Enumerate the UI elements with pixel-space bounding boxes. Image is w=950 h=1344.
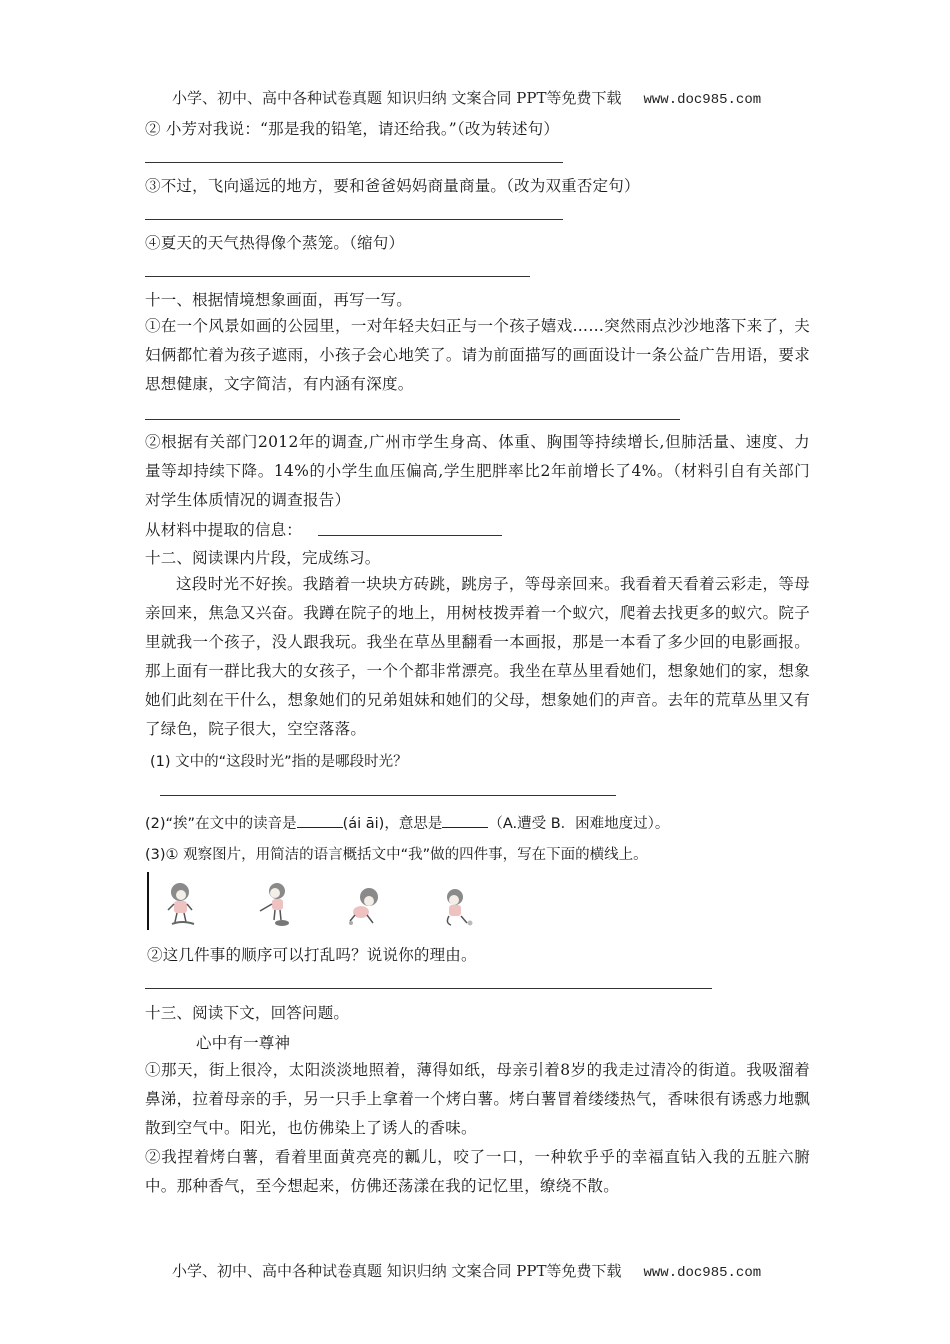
crawling-kid-image [345,885,385,933]
question-12-3: (3)① 观察图片，用简洁的语言概括文中“我”做的四件事，写在下面的横线上。 [145,847,648,863]
answer-line-10-3[interactable] [145,219,563,220]
image-border [147,872,149,930]
page-footer [172,1260,761,1281]
question-12-2 [145,812,669,833]
question-10-4: ④夏天的天气热得像个蒸笼。（缩句） [145,234,405,252]
stick-kid-image [255,880,295,928]
section-11-title: 十一、根据情境想象画面，再写一写。 [145,291,412,309]
question-10-2: ② 小芳对我说：“那是我的铅笔，请还给我。”（改为转述句） [145,120,560,138]
footer-text: 小学、初中、高中各种试卷真题 知识归纳 文案合同 PPT等免费下载 [172,1262,622,1280]
answer-line-11-1[interactable] [145,419,680,420]
article-paragraph-2: ②我捏着烤白薯，看着里面黄亮亮的瓤儿，咬了一口，一种软乎乎的幸福直钻入我的五脏六腑中。那种香气，至今想起来，仿佛还荡漾在我的记忆里，缭绕不散。 [145,1148,810,1195]
hopscotch-kid-image [162,880,202,928]
answer-line-12-3[interactable] [145,988,712,989]
question-11-2: ②根据有关部门2012年的调查,广州市学生身高、体重、胸围等持续增长,但肺活量、速度、力量等却持续下降。14%的小学生血压偏高,学生肥胖率比2年前增长了4%。（材料引自有关部门对学生体质情况的调查报告） [145,433,810,509]
pinyin-blank[interactable] [297,813,343,828]
question-12-2-options: （A.遭受 B．困难地度过）。 [488,816,670,832]
question-12-3-2: ②这几件事的顺序可以打乱吗？说说你的理由。 [147,946,477,964]
article-title: 心中有一尊神 [196,1034,291,1052]
answer-line-10-2[interactable] [145,162,563,163]
footer-url: www.doc985.com [643,1265,762,1281]
question-12-2-pinyin: (ái āi)，意思是 [342,816,443,832]
question-11-1: ①在一个风景如画的公园里，一对年轻夫妇正与一个孩子嬉戏……突然雨点沙沙地落下来了，夫妇俩都忙着为孩子遮雨，小孩子会心地笑了。请为前面描写的画面设计一条公益广告用语，要求思想健康，文字简洁，有内涵有深度。 [145,317,810,393]
question-10-3: ③不过，飞向遥远的地方，要和爸爸妈妈商量商量。（改为双重否定句） [145,177,640,195]
extract-info-label: 从材料中提取的信息： [145,521,303,539]
sitting-kid-image [437,885,477,933]
question-12-2-prefix: (2)“挨”在文中的读音是 [145,816,297,832]
header-text: 小学、初中、高中各种试卷真题 知识归纳 文案合同 PPT等免费下载 [172,89,622,107]
header-url: www.doc985.com [643,92,762,108]
answer-line-10-4[interactable] [145,276,530,277]
article-paragraph-1: ①那天，街上很冷，太阳淡淡地照着，薄得如纸，母亲引着8岁的我走过清冷的街道。我吸溜着鼻涕，拉着母亲的手，另一只手上拿着一个烤白薯。烤白薯冒着缕缕热气，香味很有诱惑力地飘散到空气中。阳光，也仿佛染上了诱人的香味。 [145,1061,810,1137]
answer-line-11-2[interactable] [318,535,502,536]
meaning-blank[interactable] [442,813,488,828]
page-header [172,87,761,108]
answer-line-12-1[interactable] [160,795,616,796]
section-13-title: 十三、阅读下文，回答问题。 [145,1004,350,1022]
question-12-1: (1) 文中的“这段时光”指的是哪段时光？ [150,754,408,770]
section-12-title: 十二、阅读课内片段，完成练习。 [145,549,381,567]
reading-passage-12: 这段时光不好挨。我踏着一块块方砖跳，跳房子，等母亲回来。我看着天看着云彩走，等母亲回来，焦急又兴奋。我蹲在院子的地上，用树枝拨弄着一个蚁穴，爬着去找更多的蚁穴。院子里就我一个孩子，没人跟我玩。我坐在草丛里翻看一本画报，那是一本看了多少回的电影画报。那上面有一群比我大的女孩子，一个个都非常漂亮。我坐在草丛里看她们，想象她们的家，想象她们此刻在干什么，想象她们的兄弟姐妹和她们的父母，想象她们的声音。去年的荒草丛里又有了绿色，院子很大，空空落落。 [145,575,810,738]
